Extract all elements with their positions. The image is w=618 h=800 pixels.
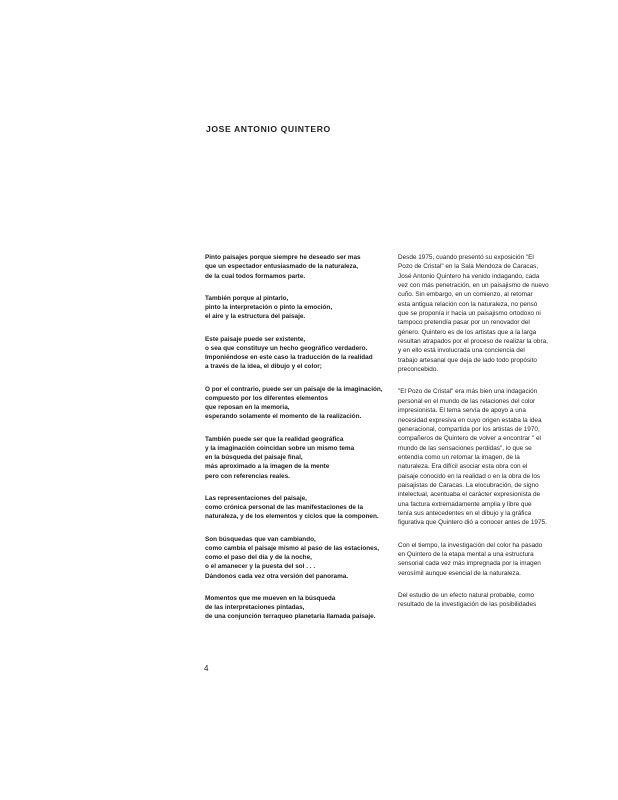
poem-stanza bbox=[205, 435, 395, 481]
poem-stanza bbox=[205, 253, 395, 281]
essay-line: esta antigua relación con la naturaleza, no pensó bbox=[398, 300, 538, 308]
poem-line: pinto la interpretación o pinto la emoción, bbox=[205, 304, 333, 311]
poem-line: en la búsqueda del paisaje final, bbox=[205, 454, 303, 461]
essay-column bbox=[398, 253, 608, 623]
poem-line: más aproximado a la imagen de la mente bbox=[205, 463, 330, 471]
essay-line: figurativa que Quintero dió a conocer antes de 1975. bbox=[398, 519, 547, 527]
essay-line: preconcebido. bbox=[398, 366, 439, 374]
essay-line: Con el tiempo, la investigación del color ha pasado bbox=[398, 541, 543, 549]
essay-line: paisaje conocido en la realidad o en la obra de los bbox=[398, 472, 541, 480]
essay-line: "El Pozo de Cristal" era más bien una indagación bbox=[398, 388, 538, 396]
essay-line: paisajistas de Caracas. La elocubración, de signo bbox=[398, 481, 539, 489]
essay-paragraph bbox=[398, 253, 608, 374]
poem-line: o sea que constituye un hecho geográfico verdadero. bbox=[205, 344, 368, 352]
essay-line: entendía como un retomar la imagen, de la bbox=[398, 453, 520, 461]
poem-line: Momentos que me mueven en la búsqueda bbox=[205, 594, 336, 602]
poem-line: de las interpretaciones pintadas, bbox=[205, 604, 305, 611]
essay-line: compañeros de Quintero de volver a encontrar " el bbox=[398, 435, 541, 443]
essay-line: necesidad expresiva en cuyo origen estaba la idea bbox=[398, 416, 542, 424]
essay-line: género. Quintero es de los artistas que a la larga bbox=[398, 328, 537, 336]
poem-line: que un espectador entusiasmado de la naturaleza, bbox=[205, 263, 359, 271]
poem-stanza bbox=[205, 335, 395, 372]
essay-line: que se proponía ir hacia un paisajismo ortodoxo ni bbox=[398, 310, 541, 318]
poem-line: Dándonos cada vez otra versión del panorama. bbox=[205, 572, 349, 580]
poem-line: naturaleza, y de los elementos y ciclos que la componen. bbox=[205, 513, 379, 521]
page-number: 4 bbox=[204, 664, 209, 673]
page-title: JOSE ANTONIO QUINTERO bbox=[206, 124, 331, 134]
poem-stanza bbox=[205, 385, 395, 422]
poem-stanza bbox=[205, 535, 395, 581]
poem-line: pero con referencias reales. bbox=[205, 472, 290, 480]
poem-line: compuesto por los diferentes elementos bbox=[205, 394, 328, 402]
essay-line: sensorial cada vez más impregnada por la imagen bbox=[398, 560, 541, 568]
poem-line: O por el contrario, puede ser un paisaje de la imaginación, bbox=[205, 385, 383, 393]
poem-line: como cambia el paisaje mismo al paso de las estaciones, bbox=[205, 544, 380, 552]
poem-line: Pinto paisajes porque siempre he deseado ser mas bbox=[205, 254, 361, 261]
poem-line: También puede ser que la realidad geográfica bbox=[205, 435, 344, 443]
essay-line: vez con más penetración, en un paisajismo de nuevo bbox=[398, 282, 549, 290]
essay-line: trabajo artesanal que deja de lado todo propósito bbox=[398, 356, 537, 364]
poem-line: También porque al pintarlo, bbox=[205, 294, 289, 302]
poem-line: de la cual todos formamos parte. bbox=[205, 272, 306, 280]
poem-stanza bbox=[205, 594, 395, 622]
poem-column bbox=[205, 253, 395, 635]
poem-line: o el amanecer y la puesta del sol . . . bbox=[205, 563, 316, 571]
essay-line: una factura extremadamente amplia y libre que bbox=[398, 500, 532, 508]
essay-paragraph bbox=[398, 591, 608, 610]
essay-line: intelectual, acentuaba el carácter expresionista de bbox=[398, 491, 541, 499]
essay-line: mundo de las sensaciones perdidas", lo que se bbox=[398, 444, 532, 452]
poem-line: que reposan en la memoria, bbox=[205, 404, 290, 411]
poem-line: como crónica personal de las manifestaciones de la bbox=[205, 504, 364, 511]
poem-line: esperando solamente el momento de la realización. bbox=[205, 413, 362, 421]
essay-paragraph bbox=[398, 541, 608, 578]
essay-line: tenía sus antecedentes en el dibujo y la gráfica bbox=[398, 509, 532, 517]
poem-line: el aire y la estructura del paisaje. bbox=[205, 313, 306, 321]
essay-line: cuño. Sin embargo, en un comienzo, al retomar bbox=[398, 291, 533, 299]
poem-stanza bbox=[205, 494, 395, 522]
essay-line: José Antonio Quintero ha venido indagando, cada bbox=[398, 272, 540, 280]
poem-line: Este paisaje puede ser existente, bbox=[205, 335, 306, 343]
essay-paragraph bbox=[398, 387, 608, 527]
essay-line: naturaleza. Era difícil asociar esta obra con el bbox=[398, 463, 528, 471]
essay-line: resultan atrapados por el proceso de realizar la obra, bbox=[398, 338, 548, 346]
poem-line: y la imaginación coincidan sobre un mismo tema bbox=[205, 444, 355, 452]
essay-line: personal en el mundo de las relaciones del color bbox=[398, 397, 536, 405]
essay-line: generacional, compartida por los artistas de 1970, bbox=[398, 425, 540, 433]
essay-line: Pozo de Cristal" en la Sala Mendoza de Caracas, bbox=[398, 263, 539, 271]
poem-stanza bbox=[205, 294, 395, 322]
essay-line: impresionista. El tema servía de apoyo a una bbox=[398, 407, 526, 415]
essay-line: en Quintero de la etapa mental a una estructura bbox=[398, 550, 534, 558]
essay-line: resultado de la investigación de las posibilidades bbox=[398, 601, 537, 609]
essay-line: verosímil aunque esencial de la naturaleza. bbox=[398, 569, 521, 577]
poem-line: Imponiéndose en este caso la traducción de la realidad bbox=[205, 354, 373, 361]
essay-line: tampoco pretendía pasar por un renovador del bbox=[398, 319, 530, 327]
poem-line: como el paso del día y de la noche, bbox=[205, 554, 312, 561]
essay-line: Del estudio de un efecto natural probable, como bbox=[398, 592, 535, 599]
poem-line: de una conjunción terraqueo planetaria llamada paisaje. bbox=[205, 613, 376, 621]
poem-line: Son búsquedas que van cambiando, bbox=[205, 535, 316, 543]
essay-line: y en ello está involucrada una conciencia del bbox=[398, 347, 525, 355]
poem-line: a través de la idea, el dibujo y el color; bbox=[205, 363, 322, 371]
essay-line: Desde 1975, cuando presentó su exposición "El bbox=[398, 254, 534, 261]
poem-line: Las representaciones del paisaje, bbox=[205, 494, 307, 502]
